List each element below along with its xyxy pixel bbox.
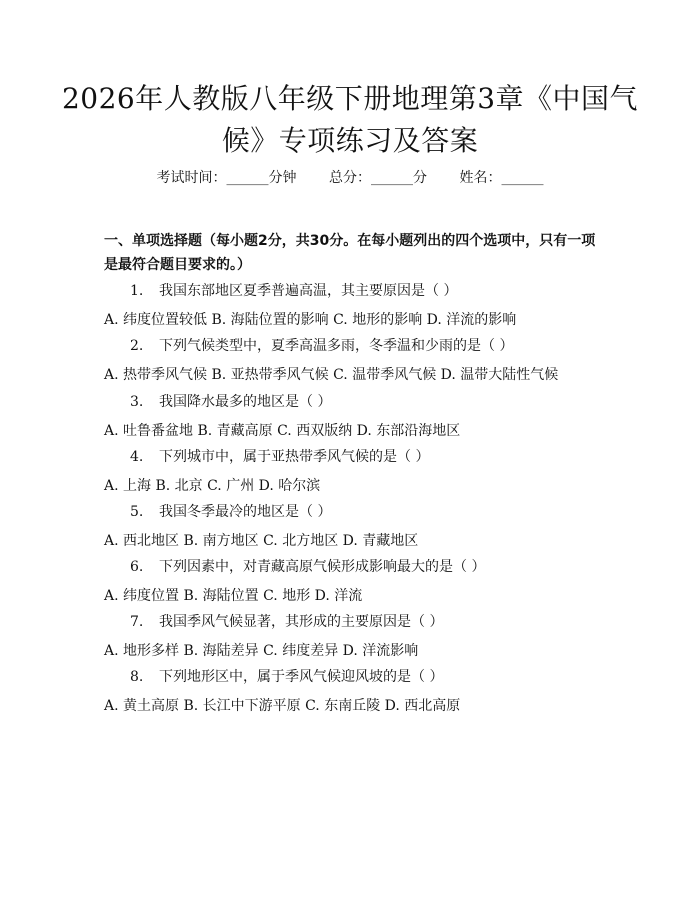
options-text: A. 热带季风气候 B. 亚热带季风气候 C. 温带季风气候 D. 温带大陆性气候 xyxy=(104,367,559,383)
exam-time: 考试时间：______分钟 xyxy=(156,170,297,186)
student-name: 姓名：______ xyxy=(459,170,544,186)
question-item xyxy=(0,609,700,661)
total-score: 总分：______分 xyxy=(329,170,427,186)
section-heading: 一、单项选择题（每小题2分，共30分。在每小题列出的四个选项中，只有一项是最符合题目要求的。） xyxy=(104,233,596,273)
question-stem xyxy=(0,278,700,304)
options-text: A. 西北地区 B. 南方地区 C. 北方地区 D. 青藏地区 xyxy=(104,533,419,549)
question-item xyxy=(0,554,700,606)
exam-info xyxy=(0,168,700,188)
question-options xyxy=(0,531,700,551)
options-text: A. 黄土高原 B. 长江中下游平原 C. 东南丘陵 D. 西北高原 xyxy=(104,698,461,714)
question-number: 3. xyxy=(130,394,144,410)
options-text: A. 吐鲁番盆地 B. 青藏高原 C. 西双版纳 D. 东部沿海地区 xyxy=(104,423,461,439)
question-item xyxy=(0,664,700,716)
question-number: 1. xyxy=(130,283,144,299)
question-item xyxy=(0,278,700,330)
question-options xyxy=(0,476,700,496)
options-text: A. 地形多样 B. 海陆差异 C. 纬度差异 D. 洋流影响 xyxy=(104,643,419,659)
question-text: 下列地形区中，属于季风气候迎风坡的是（ ） xyxy=(159,669,444,685)
question-options xyxy=(0,421,700,441)
question-number: 6. xyxy=(130,559,144,575)
question-number: 8. xyxy=(130,669,144,685)
question-text: 下列气候类型中，夏季高温多雨，冬季温和少雨的是（ ） xyxy=(159,338,514,354)
question-stem xyxy=(0,389,700,415)
question-number: 7. xyxy=(130,614,144,630)
question-item xyxy=(0,499,700,551)
question-options xyxy=(0,696,700,716)
options-text: A. 上海 B. 北京 C. 广州 D. 哈尔滨 xyxy=(104,478,321,494)
question-text: 下列城市中，属于亚热带季风气候的是（ ） xyxy=(159,449,430,465)
question-stem xyxy=(0,609,700,635)
document-title: 2026年人教版八年级下册地理第3章《中国气候》专项练习及答案 xyxy=(61,82,639,157)
question-stem xyxy=(0,444,700,470)
question-number: 5. xyxy=(130,504,144,520)
question-text: 下列因素中，对青藏高原气候形成影响最大的是（ ） xyxy=(159,559,486,575)
question-options xyxy=(0,365,700,385)
question-item xyxy=(0,333,700,385)
question-text: 我国东部地区夏季普遍高温，其主要原因是（ ） xyxy=(159,283,458,299)
question-item xyxy=(0,444,700,496)
question-number: 2. xyxy=(130,338,144,354)
question-item xyxy=(0,389,700,441)
question-stem xyxy=(0,554,700,580)
question-stem xyxy=(0,333,700,359)
question-options xyxy=(0,641,700,661)
options-text: A. 纬度位置 B. 海陆位置 C. 地形 D. 洋流 xyxy=(104,588,363,604)
question-stem xyxy=(0,499,700,525)
question-text: 我国降水最多的地区是（ ） xyxy=(159,394,332,410)
question-text: 我国季风气候显著，其形成的主要原因是（ ） xyxy=(159,614,444,630)
question-stem xyxy=(0,664,700,690)
options-text: A. 纬度位置较低 B. 海陆位置的影响 C. 地形的影响 D. 洋流的影响 xyxy=(104,312,517,328)
question-list xyxy=(0,278,700,719)
question-number: 4. xyxy=(130,449,144,465)
question-options xyxy=(0,310,700,330)
question-options xyxy=(0,586,700,606)
question-text: 我国冬季最冷的地区是（ ） xyxy=(159,504,332,520)
